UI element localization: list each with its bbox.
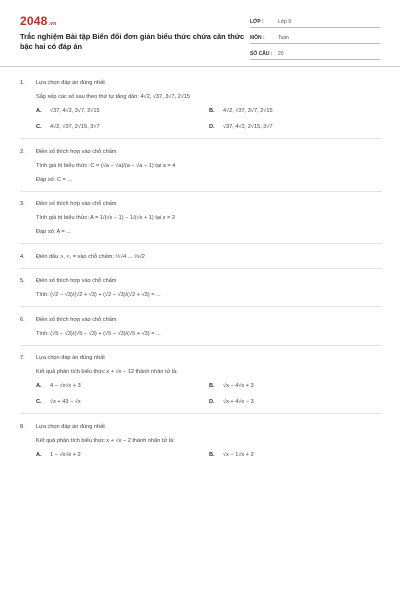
question-item xyxy=(20,355,382,414)
question-number: 7. xyxy=(20,355,25,361)
option-text: 4√2, √37, 2√15, 3√7 xyxy=(50,124,100,130)
logo-suffix: .vn xyxy=(48,21,57,27)
answer-option[interactable] xyxy=(36,383,209,389)
question-header xyxy=(20,278,382,284)
site-logo[interactable] xyxy=(20,14,56,28)
exam-meta xyxy=(250,16,380,64)
question-item xyxy=(20,201,382,244)
question-item xyxy=(20,80,382,139)
question-list xyxy=(20,80,382,462)
option-letter: A. xyxy=(36,108,42,114)
question-text: Tính giá trị biểu thức: C = (√a − √a)/(a − √a − 1) tại a = 4 xyxy=(36,162,176,169)
answer-option[interactable] xyxy=(209,399,382,405)
meta-value: 20 xyxy=(278,50,284,57)
question-divider xyxy=(20,413,382,414)
question-text: Đáp số: C = ... xyxy=(36,176,72,183)
question-text: Tính: (√2 − √3)/(√2 + √3) + (√2 − √3)/(√2 + √3) = ... xyxy=(36,292,161,298)
question-body xyxy=(20,268,382,269)
answer-options xyxy=(36,383,382,405)
question-number: 8. xyxy=(20,423,25,430)
question-number: 6. xyxy=(20,316,25,323)
answer-option[interactable] xyxy=(36,108,209,114)
question-header xyxy=(20,355,382,361)
question-text: Tính giá trị biểu thức: A = 1/(√x − 1) − 1/(√x + 1) tại x = 2 xyxy=(36,215,176,221)
option-text: 4√2, √37, 3√7, 2√15 xyxy=(223,108,273,114)
question-header xyxy=(20,424,382,430)
question-body xyxy=(20,215,382,244)
answer-options xyxy=(36,452,382,458)
question-text: Sắp xếp các số sau theo thứ tự tăng dần: 4√2, √37, 3√7, 2√15 xyxy=(36,94,191,100)
question-instruction: Điền số thích hợp vào chỗ chấm xyxy=(36,278,117,284)
option-letter: D. xyxy=(209,124,215,130)
meta-value: Lớp 9 xyxy=(278,18,292,25)
question-divider xyxy=(20,243,382,244)
option-letter: B. xyxy=(209,451,215,458)
question-instruction: Lựa chọn đáp án đúng nhất xyxy=(36,80,105,86)
answer-option[interactable] xyxy=(36,399,209,405)
answer-option[interactable] xyxy=(36,452,209,458)
meta-label: MÔN : xyxy=(250,34,265,41)
question-instruction: Điền số thích hợp vào chỗ chấm xyxy=(36,148,117,155)
question-header xyxy=(20,149,382,155)
meta-label: LỚP : xyxy=(250,18,264,25)
answer-option[interactable] xyxy=(36,124,209,130)
question-item xyxy=(20,424,382,458)
meta-subject xyxy=(250,32,380,44)
question-body xyxy=(20,292,382,307)
question-instruction: Điền dấu >, <, = vào chỗ chấm: ½√4 ... ⅓√2 xyxy=(36,253,145,260)
question-number: 2. xyxy=(20,148,25,155)
question-body xyxy=(20,438,382,458)
question-text: Đáp số: A = ... xyxy=(36,229,71,235)
meta-label: SỐ CÂU : xyxy=(250,50,273,57)
option-letter: B. xyxy=(209,383,215,389)
option-letter: A. xyxy=(36,451,42,458)
option-text: √x − 4√x + 3 xyxy=(223,383,254,389)
question-body xyxy=(20,163,382,192)
question-text: Kết quả phân tích biểu thức x + √x − 2 thành nhân tử là: xyxy=(36,437,175,444)
answer-option[interactable] xyxy=(209,452,382,458)
question-divider xyxy=(20,345,382,346)
question-number: 5. xyxy=(20,278,25,284)
question-instruction: Lựa chọn đáp án đúng nhất xyxy=(36,355,105,361)
option-letter: D. xyxy=(209,399,215,405)
meta-class xyxy=(250,16,380,28)
option-letter: C. xyxy=(36,124,42,130)
option-text: √x − 1√x + 2 xyxy=(223,451,254,458)
question-number: 1. xyxy=(20,80,25,86)
question-divider xyxy=(20,191,382,192)
question-number: 4. xyxy=(20,253,25,260)
question-text: Tính: (√5 − √3)/(√5 − √3) + (√5 − √3)/(√5 + √3) = ... xyxy=(36,330,161,337)
answer-option[interactable] xyxy=(209,124,382,130)
question-instruction: Lựa chọn đáp án đúng nhất xyxy=(36,423,105,430)
page-header xyxy=(20,10,382,68)
answer-option[interactable] xyxy=(209,383,382,389)
question-item xyxy=(20,254,382,269)
question-header xyxy=(20,317,382,323)
option-text: √x + 43 − √x xyxy=(50,399,81,405)
question-header xyxy=(20,201,382,207)
question-divider xyxy=(20,306,382,307)
question-divider xyxy=(20,268,382,269)
question-body xyxy=(20,369,382,414)
option-text: √37, 4√2, 2√15, 3√7 xyxy=(223,124,273,130)
meta-value: Toán xyxy=(278,34,289,41)
logo-text: 2048 xyxy=(20,14,48,28)
question-body xyxy=(20,94,382,139)
answer-option[interactable] xyxy=(209,108,382,114)
question-text: Kết quả phân tích biểu thức x + √x − 12 thành nhân tử là: xyxy=(36,369,178,375)
option-letter: C. xyxy=(36,399,42,405)
question-item xyxy=(20,149,382,192)
option-text: √37, 4√2, 3√7, 2√15 xyxy=(50,108,100,114)
question-item xyxy=(20,317,382,346)
question-item xyxy=(20,278,382,307)
question-header xyxy=(20,254,382,260)
question-number: 3. xyxy=(20,201,25,207)
page-title: Trắc nghiệm Bài tập Biến đổi đơn giản biểu thức chứa căn thức bậc hai có đáp án xyxy=(20,32,245,51)
option-letter: A. xyxy=(36,383,42,389)
option-text: 1 − √x√x + 2 xyxy=(50,451,81,458)
option-text: √x + 4√x − 3 xyxy=(223,399,254,405)
question-divider xyxy=(20,138,382,139)
question-header xyxy=(20,80,382,86)
option-letter: B. xyxy=(209,108,215,114)
meta-count xyxy=(250,48,380,60)
answer-options xyxy=(36,108,382,130)
question-body xyxy=(20,331,382,346)
question-instruction: Điền số thích hợp vào chỗ chấm xyxy=(36,316,117,323)
option-text: 4 − √x√x + 3 xyxy=(50,383,81,389)
header-divider xyxy=(0,66,400,67)
question-instruction: Điền số thích hợp vào chỗ chấm xyxy=(36,201,117,207)
